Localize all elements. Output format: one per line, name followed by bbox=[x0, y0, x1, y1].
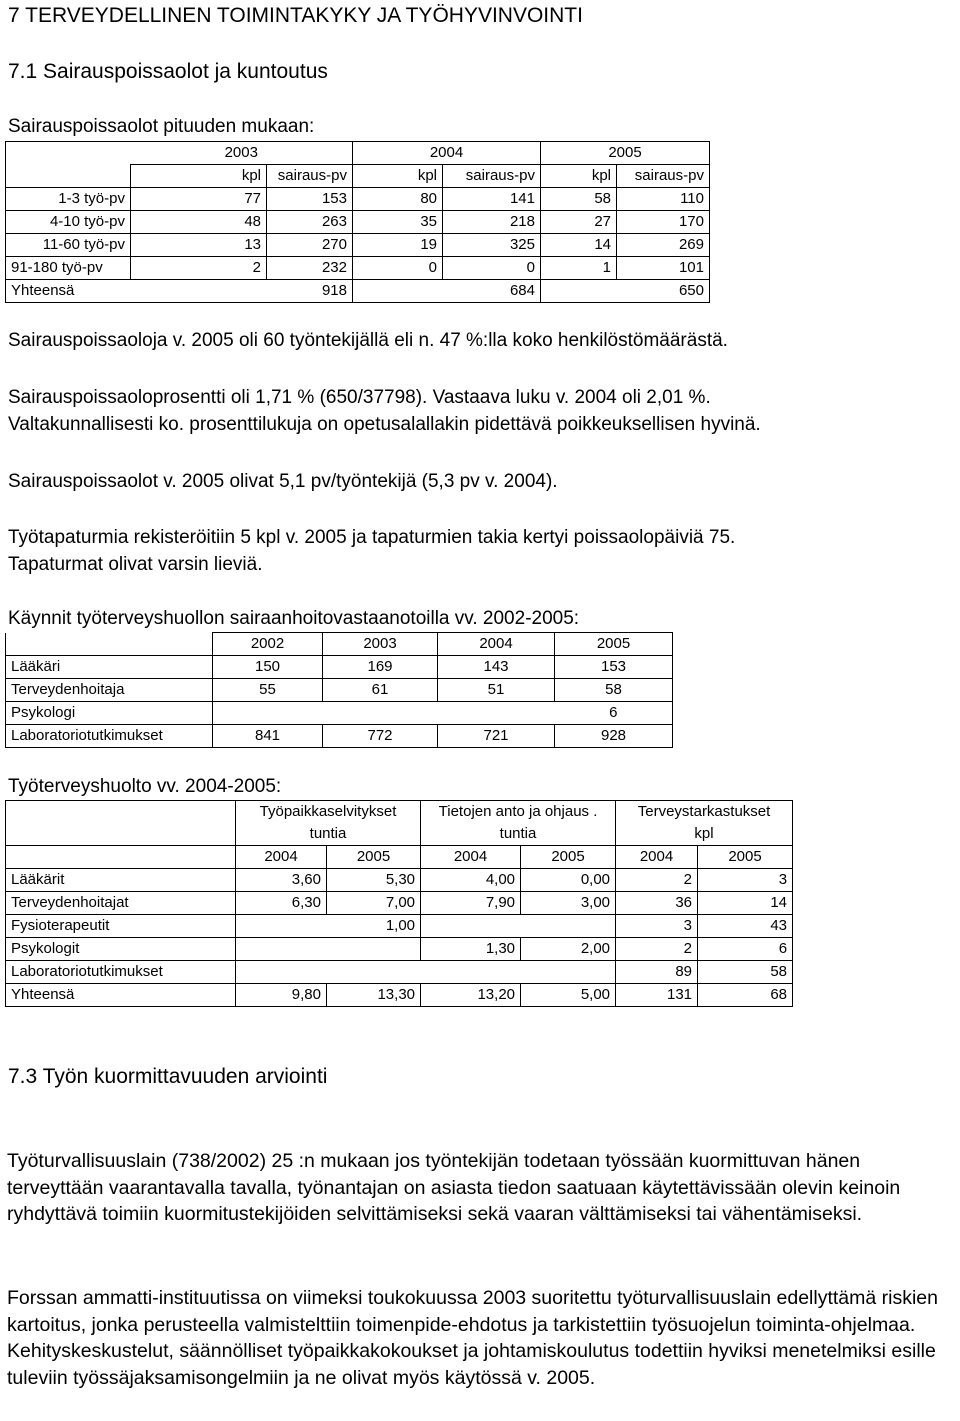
table-cell: 13 bbox=[131, 234, 267, 257]
table-cell bbox=[323, 702, 438, 725]
table-row-total bbox=[6, 984, 793, 1007]
table-cell: 58 bbox=[555, 679, 673, 702]
row-label: Yhteensä bbox=[6, 280, 131, 303]
table-cell: 169 bbox=[323, 656, 438, 679]
table-cell: 80 bbox=[353, 188, 443, 211]
table1-subheader: sairaus-pv bbox=[267, 165, 353, 188]
row-label: 4-10 työ-pv bbox=[6, 211, 131, 234]
group-title: Terveystarkastukset bbox=[637, 803, 771, 820]
table1-corner bbox=[6, 142, 131, 165]
table3-corner bbox=[6, 801, 236, 846]
table-cell bbox=[541, 280, 617, 303]
table-cell: 36 bbox=[616, 892, 698, 915]
table-cell: 650 bbox=[617, 280, 710, 303]
table-cell: 7,00 bbox=[327, 892, 421, 915]
table-cell: 13,30 bbox=[327, 984, 421, 1007]
row-label: Laboratoriotutkimukset bbox=[6, 961, 236, 984]
table-cell: 58 bbox=[698, 961, 793, 984]
table-cell: 2,00 bbox=[521, 938, 616, 961]
table-cell: 101 bbox=[617, 257, 710, 280]
table-cell: 3,60 bbox=[236, 869, 327, 892]
table-cell: 772 bbox=[323, 725, 438, 748]
table-cell bbox=[421, 961, 521, 984]
table-cell: 721 bbox=[438, 725, 555, 748]
table-cell: 4,00 bbox=[421, 869, 521, 892]
table1-year: 2005 bbox=[541, 142, 710, 165]
table3-corner bbox=[6, 846, 236, 869]
table1-subheader-row bbox=[6, 165, 710, 188]
table-cell: 153 bbox=[267, 188, 353, 211]
table-cell: 269 bbox=[617, 234, 710, 257]
table-row bbox=[6, 938, 793, 961]
table-cell: 14 bbox=[698, 892, 793, 915]
row-label: Fysioterapeutit bbox=[6, 915, 236, 938]
table3-year: 2005 bbox=[327, 846, 421, 869]
text-national-comparison: Valtakunnallisesti ko. prosenttilukuja on opetusalallakin pidettävä poikkeuksellisen hyvinä. bbox=[8, 414, 761, 435]
table-row bbox=[6, 257, 710, 280]
table3-year: 2004 bbox=[616, 846, 698, 869]
table-cell: 1 bbox=[541, 257, 617, 280]
table3-group-header bbox=[616, 801, 793, 846]
table-cell: 61 bbox=[323, 679, 438, 702]
table1-year: 2003 bbox=[131, 142, 353, 165]
table-cell: 13,20 bbox=[421, 984, 521, 1007]
table-row bbox=[6, 211, 710, 234]
table2-year-row bbox=[6, 633, 673, 656]
table-cell: 43 bbox=[698, 915, 793, 938]
table-cell: 68 bbox=[698, 984, 793, 1007]
table1-year-row bbox=[6, 142, 710, 165]
table-row bbox=[6, 679, 673, 702]
table-cell: 684 bbox=[443, 280, 541, 303]
table-cell bbox=[327, 938, 421, 961]
table-cell bbox=[236, 938, 327, 961]
table-cell bbox=[213, 702, 323, 725]
group-unit: kpl bbox=[694, 825, 714, 842]
table-cell: 0 bbox=[443, 257, 541, 280]
table-row bbox=[6, 892, 793, 915]
table3-year: 2004 bbox=[421, 846, 521, 869]
table-cell: 9,80 bbox=[236, 984, 327, 1007]
table-cell bbox=[421, 915, 521, 938]
table1-subheader: kpl bbox=[353, 165, 443, 188]
text-accidents: Työtapaturmia rekisteröitiin 5 kpl v. 2005 ja tapaturmien takia kertyi poissaolopäiviä 75. bbox=[8, 527, 736, 548]
table-cell: 7,90 bbox=[421, 892, 521, 915]
table2-year: 2002 bbox=[213, 633, 323, 656]
table-cell: 841 bbox=[213, 725, 323, 748]
table-cell: 918 bbox=[267, 280, 353, 303]
table-cell bbox=[353, 280, 443, 303]
table1-subheader: kpl bbox=[541, 165, 617, 188]
table-cell: 110 bbox=[617, 188, 710, 211]
chapter-heading: 7 TERVEYDELLINEN TOIMINTAKYKY JA TYÖHYVINVOINTI bbox=[8, 4, 583, 27]
row-label: Yhteensä bbox=[6, 984, 236, 1007]
table1-subheader: kpl bbox=[131, 165, 267, 188]
row-label: Lääkäri bbox=[6, 656, 213, 679]
table-cell: 153 bbox=[555, 656, 673, 679]
table-cell: 232 bbox=[267, 257, 353, 280]
table-cell: 0 bbox=[353, 257, 443, 280]
paragraph-risk-assessment: Forssan ammatti-instituutissa on viimeksi toukokuussa 2003 suoritettu työturvallisuuslain edellyttämä riskien kartoitus, jonka perusteella valmistelttiin toimenpide-ehdotus ja tarkistettiin työsuojelun toiminta-ohjelmaa. Kehityskeskustelut, säännölliset työpaikkakokoukset ja johtamiskoulutus todettiin hyviksi menetelmiksi esille tuleviin työssäjaksamisongelmiin ja ne olivat myös käytössä v. 2005. bbox=[7, 1287, 938, 1389]
table-cell: 14 bbox=[541, 234, 617, 257]
table-cell: 2 bbox=[131, 257, 267, 280]
table-cell: 51 bbox=[438, 679, 555, 702]
table1-corner bbox=[6, 165, 131, 188]
row-label: Psykologit bbox=[6, 938, 236, 961]
table-cell bbox=[521, 961, 616, 984]
row-label: Terveydenhoitaja bbox=[6, 679, 213, 702]
table-cell: 3 bbox=[616, 915, 698, 938]
text-accidents-mild: Tapaturmat olivat varsin lieviä. bbox=[8, 554, 263, 575]
table-cell: 6,30 bbox=[236, 892, 327, 915]
group-title: Työpaikkaselvitykset bbox=[259, 803, 397, 820]
table3-group-header bbox=[236, 801, 421, 846]
table3-year: 2004 bbox=[236, 846, 327, 869]
row-label: 1-3 työ-pv bbox=[6, 188, 131, 211]
table-cell: 6 bbox=[555, 702, 673, 725]
table-cell: 0,00 bbox=[521, 869, 616, 892]
table-row bbox=[6, 188, 710, 211]
table-row bbox=[6, 869, 793, 892]
group-unit: tuntia bbox=[309, 825, 347, 842]
table-cell: 5,00 bbox=[521, 984, 616, 1007]
sick-leave-table bbox=[5, 141, 710, 303]
table-cell: 58 bbox=[541, 188, 617, 211]
table-cell: 3,00 bbox=[521, 892, 616, 915]
table-cell: 5,30 bbox=[327, 869, 421, 892]
table-row bbox=[6, 234, 710, 257]
occupational-health-table bbox=[5, 800, 793, 1007]
table-cell: 218 bbox=[443, 211, 541, 234]
text-absence-percentage: Sairauspoissaoloprosentti oli 1,71 % (650/37798). Vastaava luku v. 2004 oli 2,01 %. bbox=[8, 387, 711, 408]
table-cell bbox=[438, 702, 555, 725]
table-cell bbox=[131, 280, 267, 303]
table-cell: 928 bbox=[555, 725, 673, 748]
table-cell: 141 bbox=[443, 188, 541, 211]
row-label: Lääkärit bbox=[6, 869, 236, 892]
row-label: Laboratoriotutkimukset bbox=[6, 725, 213, 748]
table1-subheader: sairaus-pv bbox=[443, 165, 541, 188]
table-row bbox=[6, 656, 673, 679]
row-label: 91-180 työ-pv bbox=[6, 257, 131, 280]
table-cell bbox=[236, 915, 327, 938]
paragraph-work-safety-law: Työturvallisuuslain (738/2002) 25 :n mukaan jos työntekijän todetaan työssään kuormittuvan hänen terveyttään vaarantavalla tavalla, työnantajan on asiasta tiedon saatuaan käytettävissään olevin keinoin ryhdyttävä toimiin kuormitustekijöiden selvittämiseksi sekä vaaran välttämiseksi tai vähentämiseksi. bbox=[7, 1150, 901, 1225]
table-row bbox=[6, 725, 673, 748]
text-absence-days: Sairauspoissaolot v. 2005 olivat 5,1 pv/työntekijä (5,3 pv v. 2004). bbox=[8, 471, 558, 492]
row-label: 11-60 työ-pv bbox=[6, 234, 131, 257]
table-cell: 150 bbox=[213, 656, 323, 679]
group-title: Tietojen anto ja ohjaus . bbox=[438, 803, 598, 820]
table3-year: 2005 bbox=[698, 846, 793, 869]
row-label: Psykologi bbox=[6, 702, 213, 725]
table-cell: 6 bbox=[698, 938, 793, 961]
table-cell: 35 bbox=[353, 211, 443, 234]
table-cell bbox=[236, 961, 327, 984]
table-cell: 263 bbox=[267, 211, 353, 234]
row-label: Terveydenhoitajat bbox=[6, 892, 236, 915]
table1-year: 2004 bbox=[353, 142, 541, 165]
table2-corner bbox=[6, 633, 213, 656]
table-cell: 89 bbox=[616, 961, 698, 984]
table-cell: 325 bbox=[443, 234, 541, 257]
table-cell: 48 bbox=[131, 211, 267, 234]
table3-year-row bbox=[6, 846, 793, 869]
table1-title: Sairauspoissaolot pituuden mukaan: bbox=[8, 116, 315, 137]
table-cell: 19 bbox=[353, 234, 443, 257]
table2-year: 2005 bbox=[555, 633, 673, 656]
table-cell: 143 bbox=[438, 656, 555, 679]
table3-title: Työterveyshuolto vv. 2004-2005: bbox=[8, 776, 282, 797]
section-heading-7-1: 7.1 Sairauspoissaolot ja kuntoutus bbox=[8, 60, 328, 83]
table-row bbox=[6, 961, 793, 984]
group-unit: tuntia bbox=[499, 825, 537, 842]
table3-year: 2005 bbox=[521, 846, 616, 869]
table-cell: 1,30 bbox=[421, 938, 521, 961]
table-cell: 3 bbox=[698, 869, 793, 892]
table-cell: 2 bbox=[616, 869, 698, 892]
text-absence-share: Sairauspoissaoloja v. 2005 oli 60 työntekijällä eli n. 47 %:lla koko henkilöstömäärästä. bbox=[8, 330, 728, 351]
table-cell bbox=[521, 915, 616, 938]
clinic-visits-table bbox=[5, 632, 673, 748]
table-row bbox=[6, 915, 793, 938]
table-cell: 270 bbox=[267, 234, 353, 257]
table1-subheader: sairaus-pv bbox=[617, 165, 710, 188]
table-cell: 2 bbox=[616, 938, 698, 961]
table2-title: Käynnit työterveyshuollon sairaanhoitovastaanotoilla vv. 2002-2005: bbox=[8, 608, 580, 629]
table-row bbox=[6, 702, 673, 725]
table-cell: 1,00 bbox=[327, 915, 421, 938]
table3-group-header bbox=[421, 801, 616, 846]
section-heading-7-3: 7.3 Työn kuormittavuuden arviointi bbox=[8, 1065, 328, 1088]
table-cell: 27 bbox=[541, 211, 617, 234]
table-cell: 77 bbox=[131, 188, 267, 211]
table2-year: 2003 bbox=[323, 633, 438, 656]
table2-year: 2004 bbox=[438, 633, 555, 656]
table-row-total bbox=[6, 280, 710, 303]
table-cell: 55 bbox=[213, 679, 323, 702]
table-cell: 170 bbox=[617, 211, 710, 234]
table-cell: 131 bbox=[616, 984, 698, 1007]
table-cell bbox=[327, 961, 421, 984]
